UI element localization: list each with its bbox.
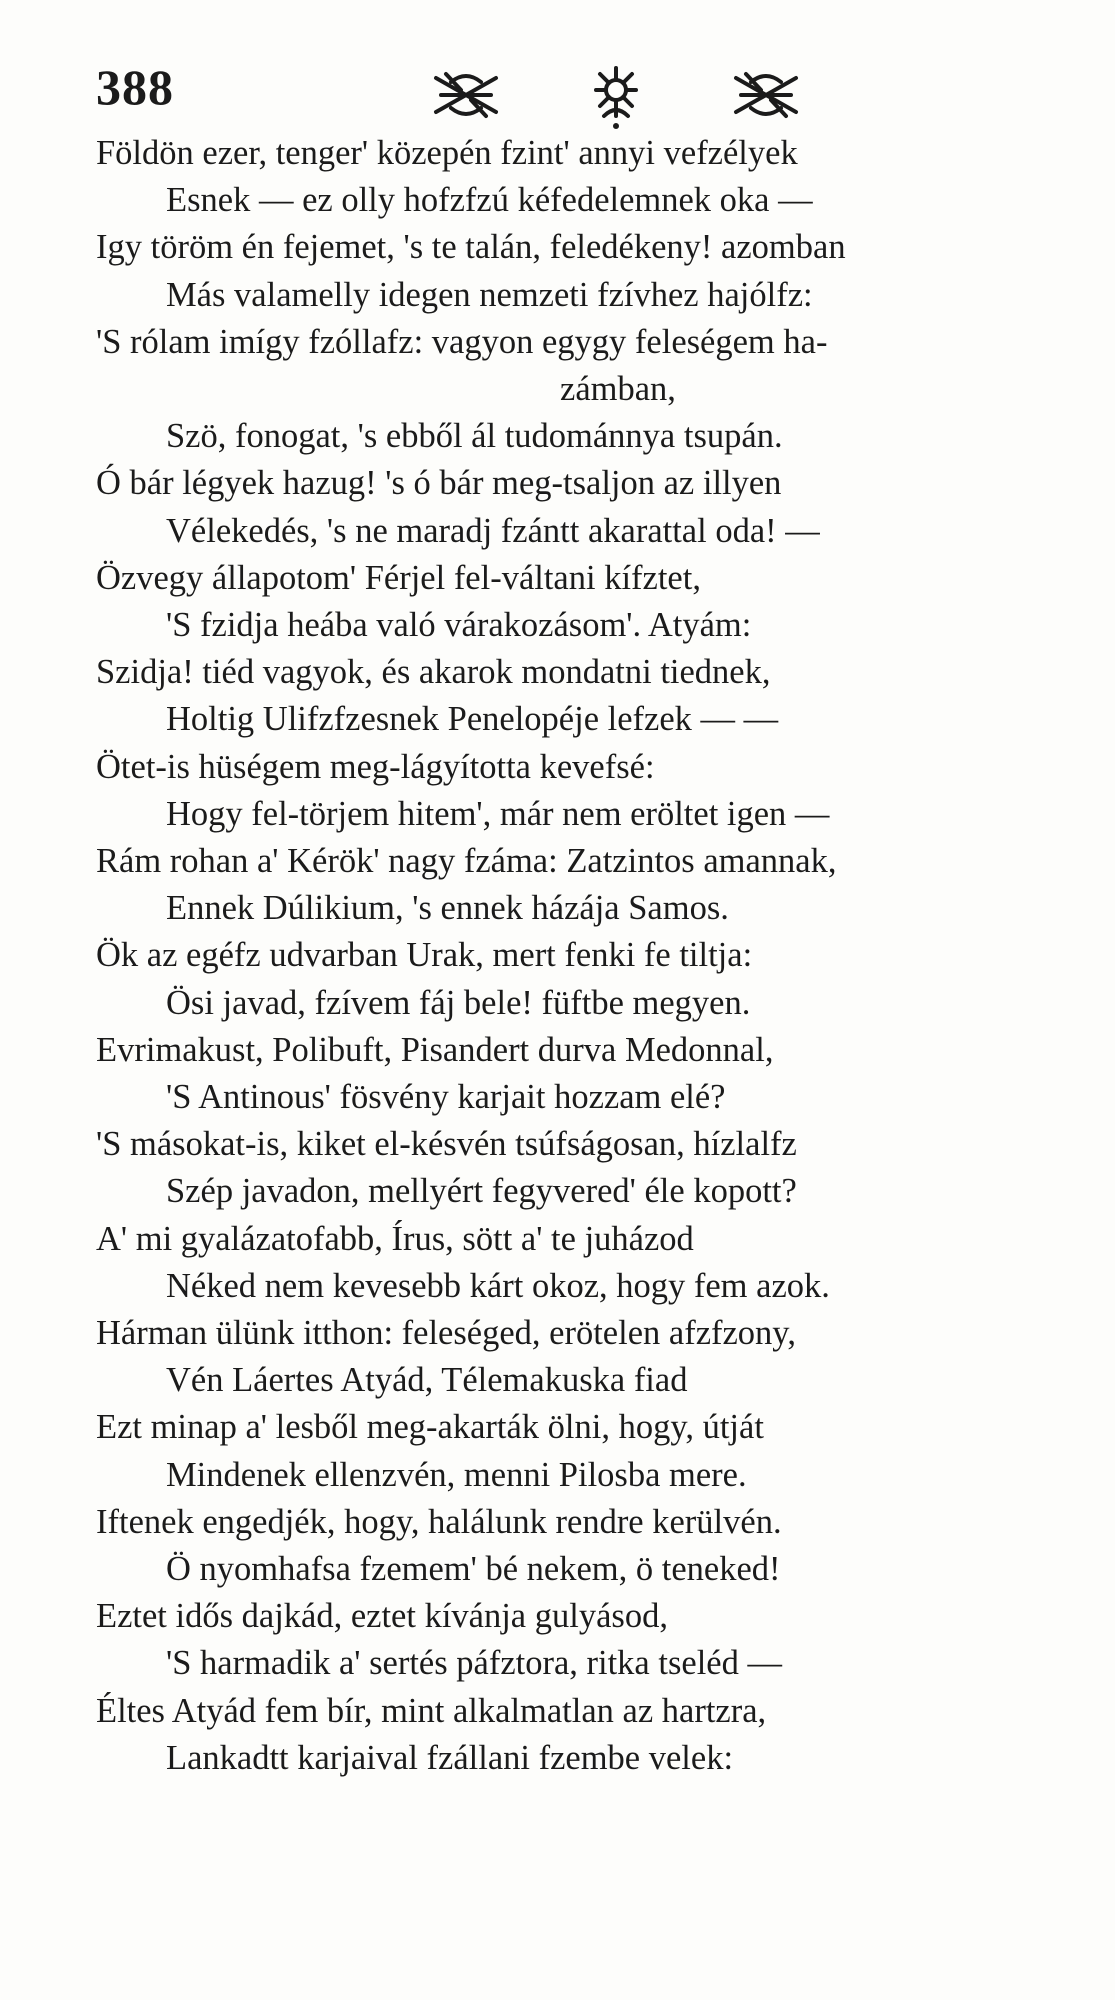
page-number: 388 <box>96 59 174 115</box>
verse-line-hexameter: Igy töröm én fejemet, 's te talán, feledékeny! azomban <box>96 228 846 267</box>
verse-line-hexameter: Hárman ülünk itthon: feleséged, erötelen afzfzony, <box>96 1314 796 1352</box>
verse-line-pentameter: Esnek — ez olly hofzfzú kéfedelemnek oka — <box>166 181 813 220</box>
verse-line-hexameter: Özvegy állapotom' Férjel fel-váltani kífztet, <box>96 558 701 597</box>
verse-line-pentameter: Lankadtt karjaival fzállani fzembe velek: <box>166 1738 734 1777</box>
verse-line-pentameter: 'S Antinous' fösvény karjait hozzam elé? <box>166 1078 726 1116</box>
verse-line-hexameter: 'S másokat-is, kiket el-késvén tsúfságosan, hízlalfz <box>96 1125 797 1164</box>
verse-line-pentameter: Vélekedés, 's ne maradj fzántt akarattal oda! — <box>166 511 820 550</box>
verse-line-hexameter: Ezt minap a' lesből meg-akarták ölni, hogy, útját <box>96 1408 764 1447</box>
verse-line-hexameter: Szidja! tiéd vagyok, és akarok mondatni tiednek, <box>96 653 771 692</box>
verse-line-hexameter: A' mi gyalázatofabb, Írus, sött a' te juházod <box>96 1219 694 1258</box>
verse-line-hexameter: Ó bár légyek hazug! 's ó bár meg-tsaljon az illyen <box>96 464 782 503</box>
verse-line-hexameter: 'S rólam imígy fzóllafz: vagyon egygy feleségem ha- <box>96 322 828 361</box>
verse-line-hexameter: Rám rohan a' Kérök' nagy fzáma: Zatzintos amannak, <box>96 842 837 880</box>
verse-line-pentameter: Holtig Ulifzfzesnek Penelopéje lefzek — — <box>166 700 779 739</box>
verse-line-hexameter: Ötet-is hüségem meg-lágyította kevefsé: <box>96 747 655 786</box>
verse-line-pentameter: Ösi javad, fzívem fáj bele! füftbe megyen. <box>166 983 751 1022</box>
verse-line-pentameter: Hogy fel-törjem hitem', már nem eröltet igen — <box>166 794 830 833</box>
verse-line-hexameter: Ök az egéfz udvarban Urak, mert fenki fe tiltja: <box>96 936 753 975</box>
verse-line-pentameter: Ennek Dúlikium, 's ennek házája Samos. <box>166 889 729 928</box>
verse-line-pentameter: Ö nyomhafsa fzemem' bé nekem, ö teneked! <box>166 1550 781 1588</box>
page-header <box>96 58 1056 128</box>
verse-line-continuation: zámban, <box>560 370 676 408</box>
verse-line-pentameter: Néked nem kevesebb kárt okoz, hogy fem azok. <box>166 1266 830 1305</box>
verse-line-hexameter: Evrimakust, Polibuft, Pisandert durva Medonnal, <box>96 1030 774 1069</box>
verse-line-pentameter: 'S fzidja heába való várakozásom'. Atyám: <box>166 606 752 644</box>
verse-line-pentameter: 'S harmadik a' sertés páfztora, ritka tseléd — <box>166 1644 782 1683</box>
verse-line-hexameter: Földön ezer, tenger' közepén fzint' annyi vefzélyek <box>96 134 798 172</box>
verse-line-pentameter: Más valamelly idegen nemzeti fzívhez hajólfz: <box>166 275 813 314</box>
verse-line-hexameter: Iftenek engedjék, hogy, halálunk rendre kerülvén. <box>96 1502 782 1541</box>
verse-line-hexameter: Eztet idős dajkád, eztet kívánja gulyásod, <box>96 1597 668 1636</box>
verse-line-pentameter: Vén Láertes Atyád, Télemakuska fiad <box>166 1361 688 1400</box>
ornament-icon <box>426 60 806 130</box>
verse-line-pentameter: Mindenek ellenzvén, menni Pilosba mere. <box>166 1455 747 1494</box>
verse-line-pentameter: Szö, fonogat, 's ebből ál tudománnya tsupán. <box>166 417 783 456</box>
verse-line-pentameter: Szép javadon, mellyért fegyvered' éle kopott? <box>166 1172 797 1211</box>
verse-line-hexameter: Éltes Atyád fem bír, mint alkalmatlan az hartzra, <box>96 1691 767 1730</box>
